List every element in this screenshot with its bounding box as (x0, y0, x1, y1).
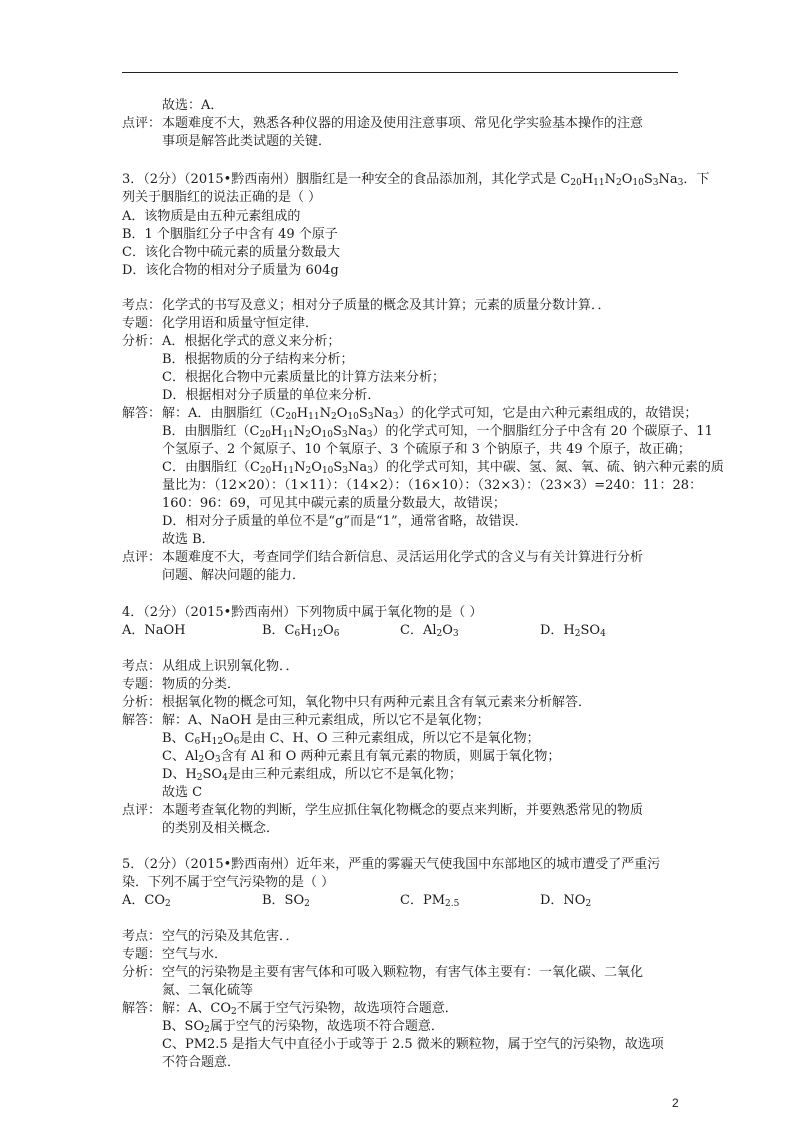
q5-stem-line-2: 染．下列不属于空气污染物的是（ ） (122, 875, 335, 890)
prev-comment-line-2: 事项是解答此类试题的关键． (162, 134, 332, 149)
q3-stem-line-2: 列关于胭脂红的说法正确的是（ ） (122, 190, 322, 205)
q5-stem-line-1: 5．（2分）（2015•黔西南州）近年来，严重的雾霾天气使我国中东部地区的城市遭受了严重污 (122, 857, 661, 872)
q5-kaodian: 空气的污染及其危害．． (162, 929, 299, 944)
q4-kaodian: 从组成上识别氧化物．． (162, 659, 299, 674)
q3-kaodian: 化学式的书写及意义；相对分子质量的概念及其计算；元素的质量分数计算．． (162, 298, 611, 313)
page-number: 2 (672, 1096, 679, 1110)
q3-option-d: D．该化合物的相对分子质量为 604g (122, 263, 339, 278)
q5-option-a: A．$CO_2$ (122, 893, 171, 909)
q3-jieda-2: B．由胭脂红$(C_{20}H_{11}N_2O_{10}S_3Na_3)$的化学式可知，一个胭脂红分子中含有 20 个碳原子、11 (162, 424, 713, 440)
q3-jieda-4: C．由胭脂红$(C_{20}H_{11}N_2O_{10}S_3Na_3)$的化学式可知，其中碳、氢、氮、氧、硫、钠六种元素的质 (162, 460, 724, 476)
q4-option-a: A．NaOH (122, 623, 186, 638)
q3-option-b: B．1 个胭脂红分子中含有 49 个原子 (122, 227, 338, 242)
q4-jieda-1: 解：A、NaOH 是由三种元素组成，所以它不是氧化物； (162, 713, 490, 728)
q3-kaodian-label: 考点： (122, 298, 162, 313)
q3-jieda-label: 解答： (122, 406, 162, 421)
q4-option-d: D．$H_2SO_4$ (540, 623, 606, 639)
q4-option-c: C．$Al_2O_3$ (400, 623, 459, 639)
q3-jieda-6: 160：96：69，可见其中碳元素的质量分数最大，故错误； (162, 496, 506, 511)
q5-jieda-4: 不符合题意． (162, 1055, 241, 1070)
q3-option-a: A．该物质是由五种元素组成的 (122, 209, 301, 224)
q5-fenxi-label: 分析： (122, 965, 162, 980)
q4-jieda-3: C、$Al_2O_3$含有 Al 和 O 两种元素且有氧元素的物质，则属于氧化物； (162, 749, 561, 765)
prev-answer: 故选：A． (162, 98, 224, 113)
q3-jieda-8: 故选 B． (162, 532, 215, 547)
q4-fenxi-label: 分析： (122, 695, 162, 710)
q3-option-c: C．该化合物中硫元素的质量分数最大 (122, 245, 340, 260)
q3-jieda-7: D．相对分子质量的单位不是“g”而是“1”，通常省略，故错误． (162, 514, 528, 529)
q4-pingjia-2: 的类别及相关概念． (162, 821, 280, 836)
q3-pingjia-1: 本题难度不大，考查同学们结合新信息、灵活运用化学式的含义与有关计算进行分析 (162, 550, 644, 565)
q3-jieda-3: 个氢原子、2 个氮原子、10 个氧原子、3 个硫原子和 3 个钠原子，共 49 个原子，故正确； (162, 442, 691, 457)
q5-zhuanti-label: 专题： (122, 947, 162, 962)
q3-stem-line-1: 3．（2分）（2015•黔西南州）胭脂红是一种安全的食品添加剂，其化学式是 $C_{20}H_{11}N_2O_{10}S_3Na_3$．下 (122, 172, 710, 188)
q4-option-b: B．$C_6H_{12}O_6$ (262, 623, 340, 639)
q5-jieda-1: 解：A、$CO_2$不属于空气污染物，故选项符合题意． (162, 1001, 458, 1017)
q4-pingjia-1: 本题考查氧化物的判断，学生应抓住氧化物概念的要点来判断，并要熟悉常见的物质 (162, 803, 644, 818)
q4-jieda-4: D、$H_2SO_4$是由三种元素组成，所以它不是氧化物； (162, 767, 462, 783)
prev-comment-line-1: 本题难度不大，熟悉各种仪器的用途及使用注意事项、常见化学实验基本操作的注意 (162, 116, 644, 131)
q5-zhuanti: 空气与水． (162, 947, 228, 962)
header-rule (122, 72, 678, 73)
q5-kaodian-label: 考点： (122, 929, 162, 944)
q3-zhuanti: 化学用语和质量守恒定律． (162, 316, 319, 331)
q5-fenxi-2: 氮、二氧化硫等 (162, 983, 254, 998)
q4-jieda-label: 解答： (122, 713, 162, 728)
q5-jieda-2: B、$SO_2$属于空气的污染物，故选项不符合题意． (162, 1019, 444, 1035)
q3-fenxi-2: B．根据物质的分子结构来分析； (162, 352, 354, 367)
q4-jieda-2: B、$C_6H_{12}O_6$是由 C、H、O 三种元素组成，所以它不是氧化物； (162, 731, 540, 747)
q4-zhuanti-label: 专题： (122, 677, 162, 692)
q4-stem: 4．（2分）（2015•黔西南州）下列物质中属于氧化物的是（ ） (122, 605, 483, 620)
q3-fenxi-3: C．根据化合物中元素质量比的计算方法来分析； (162, 370, 445, 385)
q5-option-b: B．$SO_2$ (262, 893, 310, 909)
q3-fenxi-label: 分析： (122, 334, 162, 349)
q4-zhuanti: 物质的分类． (162, 677, 241, 692)
q5-jieda-label: 解答： (122, 1001, 162, 1016)
q4-pingjia-label: 点评： (122, 803, 162, 818)
q4-kaodian-label: 考点： (122, 659, 162, 674)
q3-zhuanti-label: 专题： (122, 316, 162, 331)
q5-option-c: C．$PM_{2.5}$ (400, 893, 460, 909)
q3-fenxi-4: D．根据相对分子质量的单位来分析． (162, 388, 381, 403)
q5-option-d: D．$NO_2$ (540, 893, 592, 909)
q3-jieda-5: 量比为：（12×20）：（1×11）：（14×2）：（16×10）：（32×3）：（23×3）=240：11：28： (162, 478, 703, 493)
q5-fenxi-1: 空气的污染物是主要有害气体和可吸入颗粒物，有害气体主要有：一氧化碳、二氧化 (162, 965, 644, 980)
q3-jieda-1: 解：A．由胭脂红$(C_{20}H_{11}N_2O_{10}S_3Na_3)$的化学式可知，它是由六种元素组成的，故错误； (162, 406, 698, 422)
q3-pingjia-label: 点评： (122, 550, 162, 565)
q4-fenxi: 根据氧化物的概念可知，氧化物中只有两种元素且含有氧元素来分析解答． (162, 695, 592, 710)
prev-comment-label: 点评： (122, 116, 162, 131)
q4-jieda-5: 故选 C (162, 785, 203, 800)
q3-fenxi-1: A．根据化学式的意义来分析； (162, 334, 341, 349)
q3-pingjia-2: 问题、解决问题的能力． (162, 568, 306, 583)
q5-jieda-3: C、PM2.5 是指大气中直径小于或等于 2.5 微米的颗粒物，属于空气的污染物，故选项 (162, 1037, 664, 1052)
